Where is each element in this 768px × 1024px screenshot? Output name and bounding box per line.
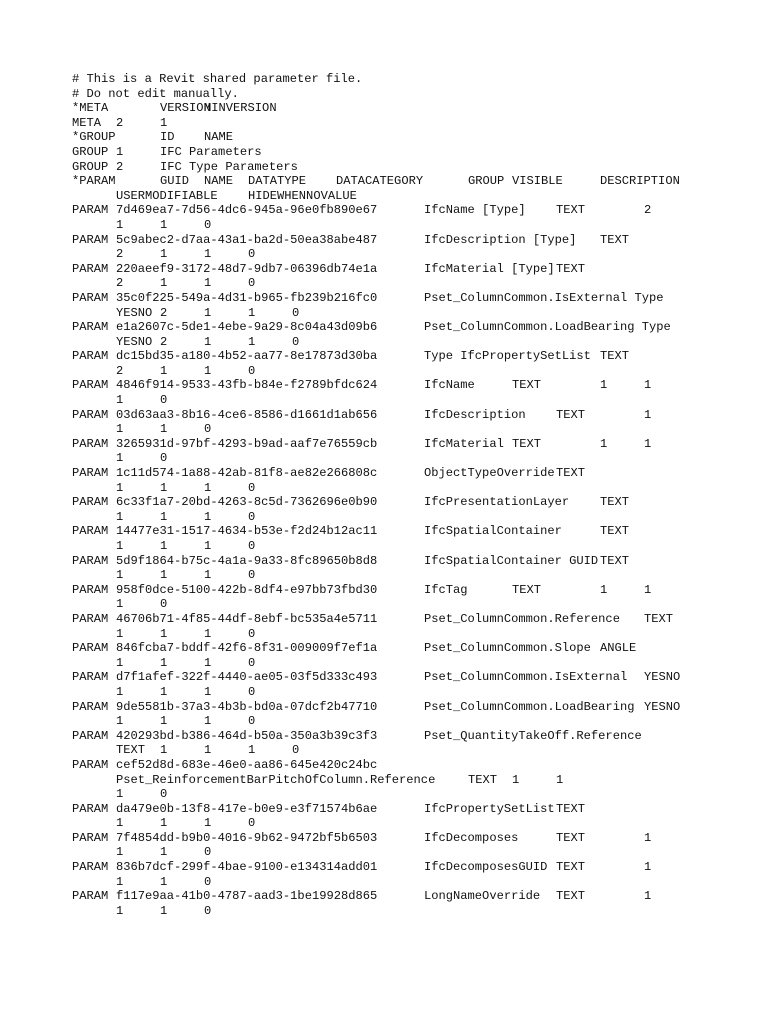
param-name: IfcMaterial [Type] (424, 261, 555, 276)
param-value: 1 (204, 743, 212, 758)
param-row (72, 758, 762, 773)
param-value: 0 (248, 816, 256, 831)
param-value: 0 (204, 845, 212, 860)
param-value: 1 (116, 480, 124, 495)
param-keyword: PARAM (72, 728, 109, 743)
param-guid: 7f4854dd-b9b0-4016-9b62-9472bf5b6503 (116, 830, 378, 845)
param-name: IfcPropertySetList (424, 801, 555, 816)
param-row (72, 320, 762, 335)
param-value: 1 (116, 845, 124, 860)
param-value: 0 (248, 626, 256, 641)
meta-line (72, 116, 762, 131)
param-guid: 14477e31-1517-4634-b53e-f2d24b12ac11 (116, 524, 378, 539)
param-guid: da479e0b-13f8-417e-b0e9-e3f71574b6ae (116, 801, 378, 816)
param-value: 1 (116, 393, 124, 408)
param-row (72, 524, 762, 539)
param-value: 0 (248, 276, 256, 291)
param-value: 1 (160, 539, 168, 553)
param-value: 1 (204, 714, 212, 729)
param-guid: 846fcba7-bddf-42f6-8f31-009009f7ef1a (116, 641, 378, 656)
param-datatype: TEXT (512, 378, 542, 393)
param-guid: 3265931d-97bf-4293-b9ad-aaf7e76559cb (116, 436, 378, 451)
param-value: 1 (160, 874, 168, 889)
param-value: 0 (248, 568, 256, 583)
param-wrap-line (72, 773, 762, 788)
param-value: 1 (116, 655, 124, 670)
param-wrap-line (72, 276, 762, 291)
param-keyword: PARAM (72, 524, 109, 539)
param-name: IfcDecomposesGUID (424, 860, 548, 875)
param-keyword: PARAM (72, 830, 109, 845)
param-guid: 46706b71-4f85-44df-8ebf-bc535a4e5711 (116, 611, 378, 626)
param-row (72, 554, 762, 569)
param-keyword: PARAM (72, 320, 109, 335)
param-value: 1 (556, 772, 564, 787)
param-value: 0 (248, 509, 256, 524)
param-guid: 420293bd-b386-464d-b50a-350a3b39c3f3 (116, 728, 378, 743)
param-value: 1 (160, 903, 168, 918)
param-guid: e1a2607c-5de1-4ebe-9a29-8c04a43d09b6 (116, 320, 378, 335)
param-value: 1 (116, 816, 124, 831)
param-value: 0 (204, 874, 212, 889)
param-datatype: YESNO (644, 699, 681, 714)
param-guid: 6c33f1a7-20bd-4263-8c5d-7362696e0b90 (116, 495, 378, 510)
param-keyword: PARAM (72, 378, 109, 393)
param-guid: 03d63aa3-8b16-4ce6-8586-d1661d1ab656 (116, 407, 378, 422)
param-value: 1 (116, 217, 124, 232)
group-line (72, 145, 762, 160)
param-name: Pset_ColumnCommon.Slope (424, 641, 591, 656)
meta-header-cell: MINVERSION (204, 101, 277, 116)
param-value: 0 (248, 247, 256, 262)
param-wrap-line (72, 627, 762, 642)
param-header-cell: DATACATEGORY (336, 174, 424, 189)
param-wrap-line (72, 218, 762, 233)
param-name: Pset_ColumnCommon.Reference (424, 611, 620, 626)
param-value: 1 (204, 305, 212, 320)
param-keyword: PARAM (72, 232, 109, 247)
param-value: 1 (204, 334, 212, 349)
param-value: 1 (116, 903, 124, 918)
param-header-cell: *PARAM (72, 174, 116, 189)
param-value: 1 (160, 422, 168, 437)
param-value: TEXT (116, 743, 146, 758)
param-value: 1 (512, 772, 520, 787)
param-wrap-line (72, 568, 762, 583)
param-value: 0 (248, 714, 256, 729)
param-value: Pset_ReinforcementBarPitchOfColumn.Reference (116, 772, 436, 787)
param-wrap-line (72, 247, 762, 262)
param-guid: 958f0dce-5100-422b-8df4-e97bb73fbd30 (116, 582, 378, 597)
param-guid: 4846f914-9533-43fb-b84e-f2789bfdc624 (116, 378, 378, 393)
param-value: TEXT (468, 772, 498, 787)
param-value: 1 (160, 363, 168, 378)
param-row (72, 860, 762, 875)
param-datatype: TEXT (512, 582, 542, 597)
param-value: 1 (160, 509, 168, 524)
group-header-cell: *GROUP (72, 130, 116, 145)
param-value: 1 (204, 684, 212, 699)
param-keyword: PARAM (72, 203, 109, 218)
param-wrap-line (72, 904, 762, 919)
param-guid: dc15bd35-a180-4b52-aa77-8e17873d30ba (116, 349, 378, 364)
param-wrap-line (72, 451, 762, 466)
param-row (72, 700, 762, 715)
param-keyword: PARAM (72, 699, 109, 714)
param-datatype: TEXT (556, 407, 586, 422)
param-value: 0 (160, 597, 168, 612)
param-keyword: PARAM (72, 290, 109, 305)
param-datatype: TEXT (556, 889, 586, 904)
param-guid: d7f1afef-322f-4440-ae05-03f5d333c493 (116, 670, 378, 685)
param-value: 1 (160, 247, 168, 262)
group-header-line (72, 130, 762, 145)
param-row (72, 466, 762, 481)
param-keyword: PARAM (72, 757, 109, 772)
group-header-cell: ID (160, 130, 175, 145)
param-rows (72, 203, 762, 918)
param-keyword: PARAM (72, 466, 109, 481)
param-name: Pset_ColumnCommon.LoadBearing Type (424, 320, 671, 335)
param-header-cell: VISIBLE (512, 174, 563, 189)
param-row (72, 670, 762, 685)
param-guid: 5d9f1864-b75c-4a1a-9a33-8fc89650b8d8 (116, 553, 378, 568)
group-header-cell: NAME (204, 130, 234, 145)
param-value: YESNO (116, 305, 153, 320)
param-row (72, 203, 762, 218)
param-name: Pset_ColumnCommon.IsExternal Type (424, 290, 664, 305)
param-wrap-line (72, 335, 762, 350)
param-name: Type IfcPropertySetList (424, 349, 591, 364)
param-keyword: PARAM (72, 889, 109, 904)
param-value: 0 (248, 363, 256, 378)
param-keyword: PARAM (72, 641, 109, 656)
param-header-cell: GROUP (468, 174, 505, 189)
param-value: 1 (160, 714, 168, 729)
param-datatype: TEXT (600, 524, 630, 539)
param-row (72, 349, 762, 364)
param-guid: cef52d8d-683e-46e0-aa86-645e420c24bc (116, 757, 378, 772)
group-cell: IFC Type Parameters (160, 159, 298, 174)
param-value: 0 (204, 217, 212, 232)
param-value: 1 (204, 626, 212, 641)
param-wrap-line (72, 364, 762, 379)
param-row (72, 802, 762, 817)
param-value: 0 (160, 787, 168, 802)
param-value: 2 (116, 363, 124, 378)
param-row (72, 831, 762, 846)
param-row (72, 437, 762, 452)
param-name: IfcMaterial (424, 436, 504, 451)
param-header-cell: GUID (160, 174, 190, 189)
param-name: IfcSpatialContainer GUID (424, 553, 599, 568)
param-keyword: PARAM (72, 407, 109, 422)
param-datatype: TEXT (600, 553, 630, 568)
param-guid: 836b7dcf-299f-4bae-9100-e134314add01 (116, 860, 378, 875)
param-name: Pset_QuantityTakeOff.Reference (424, 728, 642, 743)
param-row (72, 889, 762, 904)
param-value: 1 (204, 509, 212, 524)
param-wrap-line (72, 816, 762, 831)
comment-line: # This is a Revit shared parameter file. (72, 72, 363, 86)
param-name: IfcDecomposes (424, 830, 519, 845)
param-datatype: YESNO (644, 670, 681, 685)
param-name: IfcTag (424, 582, 468, 597)
param-datatype: TEXT (556, 466, 586, 481)
param-wrap-line (72, 845, 762, 860)
param-value: 2 (116, 247, 124, 262)
param-value: 1 (644, 582, 652, 597)
param-keyword: PARAM (72, 611, 109, 626)
param-header-line (72, 174, 762, 189)
param-value: 1 (160, 816, 168, 831)
param-value: 1 (160, 626, 168, 641)
param-value: 0 (160, 393, 168, 408)
param-value: 1 (116, 451, 124, 466)
param-value: 0 (204, 422, 212, 437)
param-guid: 220aeef9-3172-48d7-9db7-06396db74e1a (116, 261, 378, 276)
param-value: 1 (644, 378, 652, 393)
param-row (72, 291, 762, 306)
param-value: 0 (160, 451, 168, 466)
param-row (72, 233, 762, 248)
param-wrap-line (72, 306, 762, 321)
param-value: 1 (160, 655, 168, 670)
param-name: IfcSpatialContainer (424, 524, 562, 539)
param-keyword: PARAM (72, 553, 109, 568)
param-guid: 35c0f225-549a-4d31-b965-fb239b216fc0 (116, 290, 378, 305)
param-value: 1 (204, 480, 212, 495)
param-wrap-line (72, 597, 762, 612)
param-value: 0 (292, 334, 300, 349)
group-cell: GROUP (72, 159, 109, 174)
param-row (72, 378, 762, 393)
param-value: 1 (116, 568, 124, 583)
param-name: IfcDescription (424, 407, 526, 422)
param-wrap-line (72, 685, 762, 700)
param-value: 0 (248, 539, 256, 553)
param-name: LongNameOverride (424, 889, 541, 904)
param-row (72, 583, 762, 598)
param-wrap-line (72, 422, 762, 437)
param-wrap-line (72, 743, 762, 758)
param-value: 0 (248, 480, 256, 495)
param-value: 1 (116, 539, 124, 553)
meta-header-cell: VERSION (160, 101, 211, 116)
param-value: 1 (600, 378, 608, 393)
param-header-cell: DESCRIPTION (600, 174, 680, 189)
param-guid: 9de5581b-37a3-4b3b-bd0a-07dcf2b47710 (116, 699, 378, 714)
param-name: IfcName [Type] (424, 203, 526, 218)
param-datatype: TEXT (556, 203, 586, 218)
param-value: 1 (116, 714, 124, 729)
meta-cell: 1 (160, 115, 168, 130)
param-datatype: TEXT (556, 830, 586, 845)
param-value: 1 (116, 874, 124, 889)
param-value: 1 (204, 539, 212, 553)
param-value: 1 (204, 568, 212, 583)
param-value: 0 (292, 743, 300, 758)
param-wrap-line (72, 393, 762, 408)
param-value: 1 (160, 217, 168, 232)
param-value: 1 (644, 860, 652, 875)
param-value: 1 (116, 684, 124, 699)
param-value: 0 (292, 305, 300, 320)
param-wrap-line (72, 510, 762, 525)
param-value: 0 (204, 903, 212, 918)
param-value: 1 (116, 787, 124, 802)
param-datatype: TEXT (512, 436, 542, 451)
param-wrap-line (72, 656, 762, 671)
param-keyword: PARAM (72, 436, 109, 451)
param-keyword: PARAM (72, 860, 109, 875)
param-datatype: TEXT (556, 261, 586, 276)
param-keyword: PARAM (72, 582, 109, 597)
param-value: 1 (204, 247, 212, 262)
param-value: 1 (204, 655, 212, 670)
param-header-cell: NAME (204, 174, 234, 189)
param-name: Pset_ColumnCommon.LoadBearing (424, 699, 635, 714)
param-keyword: PARAM (72, 670, 109, 685)
param-name: ObjectTypeOverride (424, 466, 555, 481)
param-header-cell: USERMODIFIABLE (116, 188, 218, 203)
param-row (72, 495, 762, 510)
param-wrap-line (72, 875, 762, 890)
param-value: 1 (160, 568, 168, 583)
param-value: 1 (160, 276, 168, 291)
param-header-cell: DATATYPE (248, 174, 307, 189)
comment-line: # Do not edit manually. (72, 86, 239, 101)
meta-cell: META (72, 115, 102, 130)
param-datatype: ANGLE (600, 641, 637, 656)
meta-cell: 2 (116, 115, 124, 130)
param-value: 1 (644, 407, 652, 422)
param-row (72, 729, 762, 744)
param-name: Pset_ColumnCommon.IsExternal (424, 670, 628, 685)
param-value: 1 (116, 626, 124, 641)
param-value: 1 (116, 422, 124, 437)
param-value: 1 (644, 889, 652, 904)
group-cell: IFC Parameters (160, 144, 262, 159)
param-datatype: TEXT (556, 860, 586, 875)
param-value: 2 (644, 203, 652, 218)
group-cell: GROUP (72, 144, 109, 159)
param-value: 1 (204, 816, 212, 831)
param-datatype: TEXT (556, 801, 586, 816)
param-value: 1 (160, 684, 168, 699)
param-value: 1 (644, 436, 652, 451)
param-row (72, 612, 762, 627)
group-cell: 2 (116, 159, 124, 174)
param-value: 1 (248, 334, 256, 349)
param-wrap-line (72, 481, 762, 496)
param-value: 1 (248, 305, 256, 320)
param-name: IfcDescription [Type] (424, 232, 577, 247)
param-guid: f117e9aa-41b0-4787-aad3-1be19928d865 (116, 889, 378, 904)
param-keyword: PARAM (72, 495, 109, 510)
param-name: IfcName (424, 378, 475, 393)
param-value: 1 (248, 743, 256, 758)
param-value: 1 (160, 845, 168, 860)
param-header-cell: HIDEWHENNOVALUE (248, 188, 357, 203)
meta-header-cell: *META (72, 101, 109, 116)
param-value: YESNO (116, 334, 153, 349)
param-value: 2 (160, 334, 168, 349)
param-value: 2 (160, 305, 168, 320)
param-datatype: TEXT (644, 611, 674, 626)
param-value: 1 (204, 276, 212, 291)
shared-parameter-file-text (72, 72, 762, 918)
param-datatype: TEXT (600, 349, 630, 364)
param-value: 1 (116, 597, 124, 612)
param-guid: 5c9abec2-d7aa-43a1-ba2d-50ea38abe487 (116, 232, 378, 247)
param-header-wrap-line (72, 189, 762, 204)
group-line (72, 160, 762, 175)
param-row (72, 262, 762, 277)
param-value: 2 (116, 276, 124, 291)
param-wrap-line (72, 787, 762, 802)
param-value: 1 (160, 743, 168, 758)
param-datatype: TEXT (600, 232, 630, 247)
param-name: IfcPresentationLayer (424, 495, 570, 510)
param-value: 0 (248, 655, 256, 670)
group-cell: 1 (116, 144, 124, 159)
param-keyword: PARAM (72, 801, 109, 816)
param-keyword: PARAM (72, 349, 109, 364)
param-value: 1 (600, 582, 608, 597)
param-row (72, 641, 762, 656)
param-wrap-line (72, 714, 762, 729)
param-datatype: TEXT (600, 495, 630, 510)
param-value: 1 (204, 363, 212, 378)
param-wrap-line (72, 539, 762, 554)
param-value: 1 (116, 509, 124, 524)
param-guid: 7d469ea7-7d56-4dc6-945a-96e0fb890e67 (116, 203, 378, 218)
param-value: 1 (644, 830, 652, 845)
param-value: 1 (600, 436, 608, 451)
param-value: 0 (248, 684, 256, 699)
param-keyword: PARAM (72, 261, 109, 276)
param-value: 1 (160, 480, 168, 495)
param-guid: 1c11d574-1a88-42ab-81f8-ae82e266808c (116, 466, 378, 481)
meta-header-line (72, 101, 762, 116)
param-row (72, 408, 762, 423)
